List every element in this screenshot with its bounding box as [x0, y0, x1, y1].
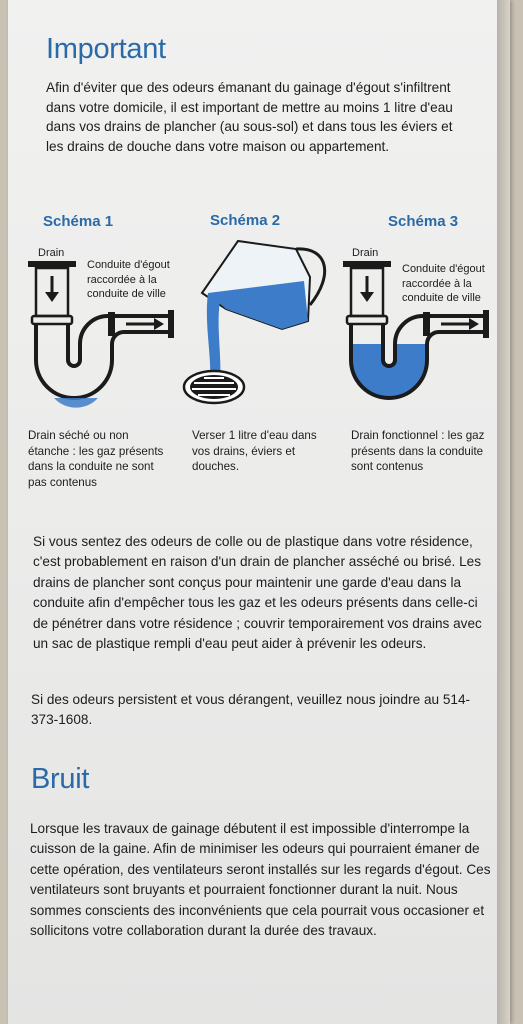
- odors-paragraph: Si vous sentez des odeurs de colle ou de plastique dans votre résidence, c'est probablement en raison d'un drain de plancher asséché ou brisé. Les drains de plancher sont conçus pour maintenir une garde d'eau dans la conduite afin d'empêcher tous les gaz et les odeurs présents dans celle-ci de pénétrer dans votre résidence ; couvrir temporairement vos drains avec un sac de plastique rempli d'eau peut aider à prévenir les odeurs.: [33, 534, 482, 652]
- schema-1-pipe-label: Conduite d'égout raccordée à la conduite de ville: [87, 259, 170, 300]
- page-edge-shadow: [497, 0, 510, 1024]
- odors-contact-paragraph: Si des odeurs persistent et vous dérangent, veuillez nous joindre au 514-373-1608.: [31, 692, 471, 728]
- schema-1-caption: Drain séché ou non étanche : les gaz présents dans la conduite ne sont pas contenus: [28, 429, 164, 489]
- bruit-paragraph: Lorsque les travaux de gainage débutent il est impossible d'interrompe la cuisson de la gaine. Afin de minimiser les odeurs qui pourraient émaner de cette opération, des ventilateurs seront installés sur les regards d'égout. Ces ventilateurs sont bruyants et pourraient fonctionner durant la nuit. Nous sommes conscients des inconvénients que cela pourrait vous occasioner et sollicitons votre collaboration durant la durée des travaux.: [30, 821, 491, 939]
- schema-2-pouring-diagram: [178, 235, 348, 415]
- schema-3-caption: Drain fonctionnel : les gaz présents dans la conduite sont contenus: [351, 429, 485, 474]
- schema-2-title: Schéma 2: [210, 212, 281, 229]
- schema-1-drain-label: Drain: [38, 247, 65, 259]
- schema-3-title: Schéma 3: [388, 213, 459, 230]
- important-paragraph: Afin d'éviter que des odeurs émanant du gainage d'égout s'infiltrent dans votre domicile, il est important de mettre au moins 1 litre d'eau dans vos drains de plancher (au sous-sol) et dans tous les éviers et les drains de douche dans votre maison ou appartement.: [46, 80, 453, 154]
- important-heading: Important: [46, 33, 166, 65]
- schema-3-pipe-label: Conduite d'égout raccordée à la conduite de ville: [402, 263, 485, 304]
- schema-1-title: Schéma 1: [43, 213, 114, 230]
- brochure-page: [8, 0, 510, 1024]
- bruit-heading: Bruit: [31, 763, 90, 795]
- schema-2-caption: Verser 1 litre d'eau dans vos drains, éviers et douches.: [192, 429, 317, 474]
- schema-3-drain-label: Drain: [352, 247, 379, 259]
